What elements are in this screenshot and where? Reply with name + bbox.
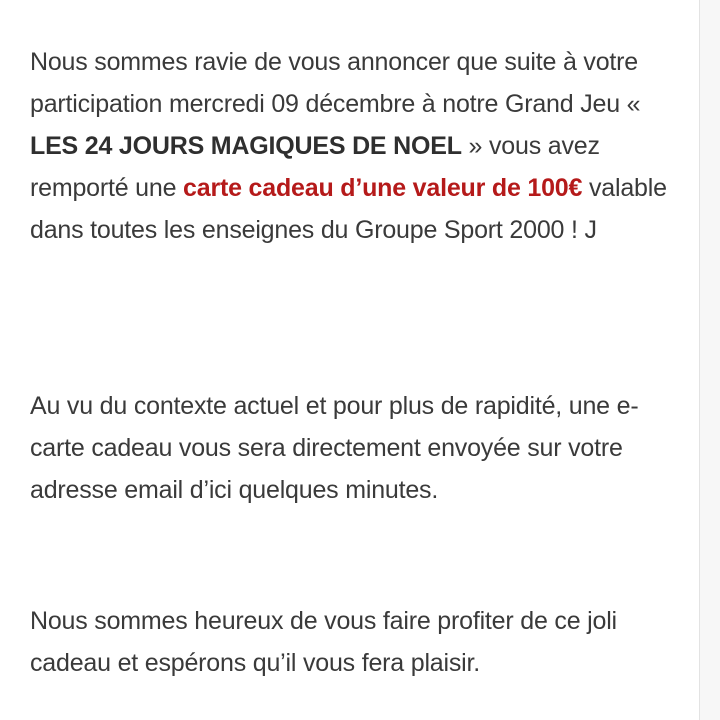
announcement-text-end: valable dans toutes les enseignes du Groupe Sport 2000 ! J: [30, 174, 667, 244]
paragraph-announcement: [30, 41, 685, 251]
announcement-text-start: Nous sommes ravie de vous annoncer que suite à votre participation mercredi 09 décembre à notre Grand Jeu «: [30, 48, 641, 118]
announcement-text-middle: » vous avez remporté une: [30, 132, 600, 202]
paragraph-delivery: Au vu du contexte actuel et pour plus de rapidité, une e-carte cadeau vous sera directement envoyée sur votre adresse email d’ici quelques minutes.: [30, 392, 639, 504]
game-name: LES 24 JOURS MAGIQUES DE NOEL: [30, 132, 462, 160]
paragraph-closing: Nous sommes heureux de vous faire profiter de ce joli cadeau et espérons qu’il vous fera plaisir.: [30, 607, 617, 677]
prize-highlight: carte cadeau d’une valeur de 100€: [183, 174, 583, 202]
